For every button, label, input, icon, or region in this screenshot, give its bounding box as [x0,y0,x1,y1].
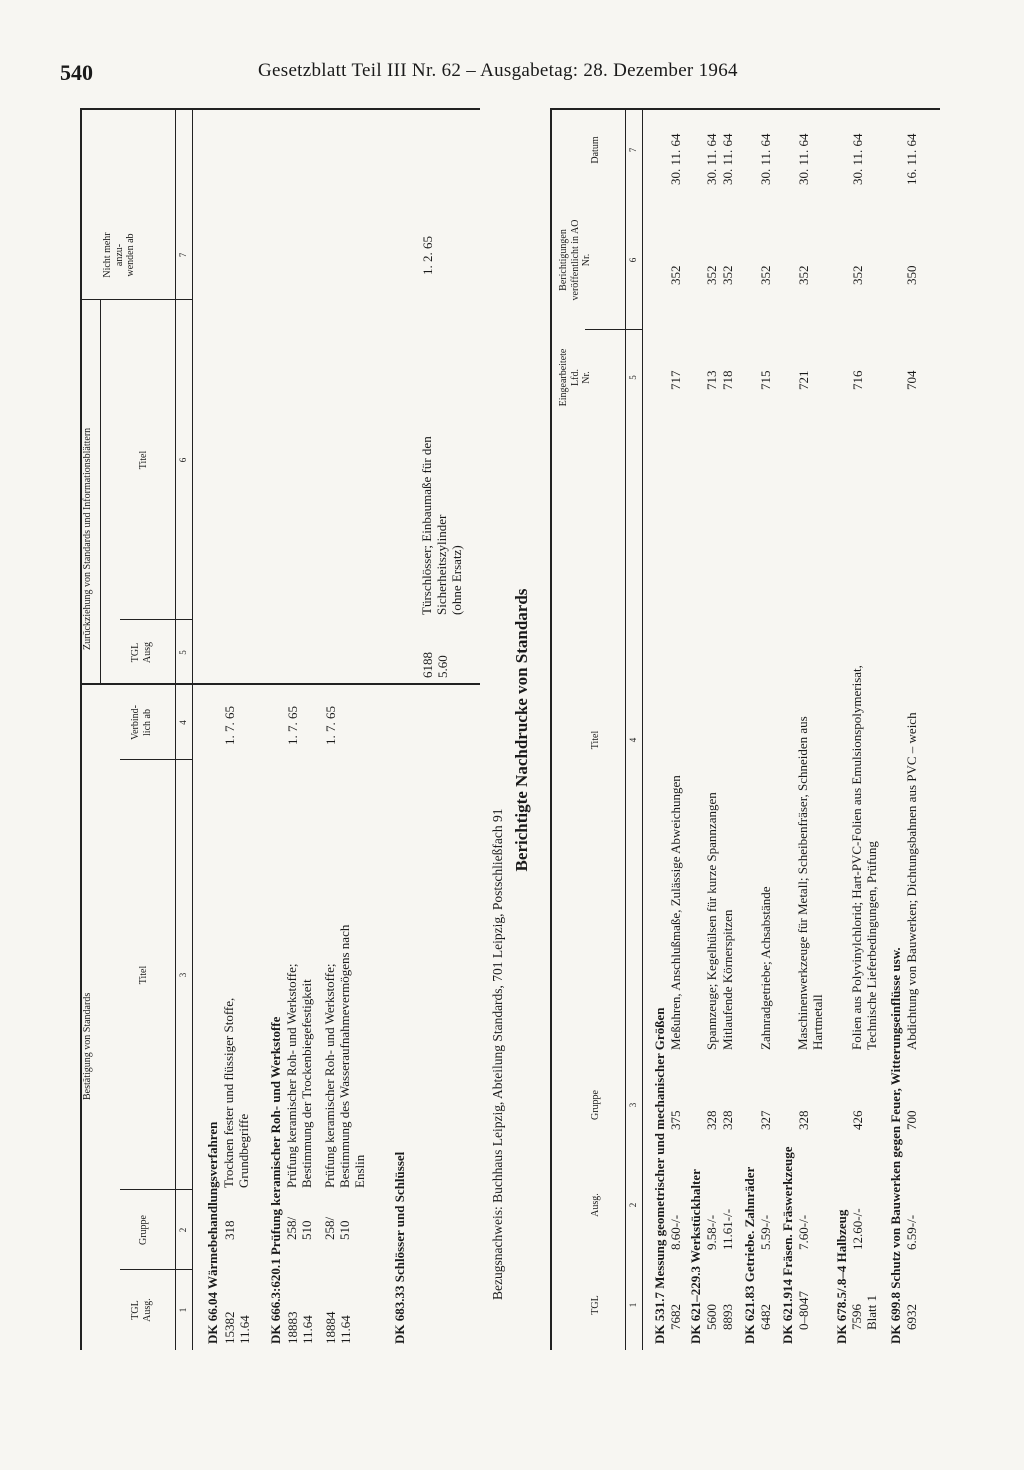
table-row-gruppe: 327 [758,1110,773,1130]
table-row-datum: 30. 11. 64 [720,133,735,185]
section-heading: DK 621.914 Fräsen. Fräswerkzeuge [780,1146,795,1344]
table-row-titel: Abdichtung von Bauwerken; Dichtungsbahnen aus PVC – weich [904,712,919,1050]
table-row-lfd: 704 [904,370,919,390]
table-row-ausg: 11.61-/- [720,1208,735,1250]
table-row-titel: Prüfung keramischer Roh- und Werkstoffe; Bestimmung der Trockenbiegefestigkeit [284,963,314,1188]
col-header-verbindlich: Verbind- lich ab [130,705,153,740]
withdrawal-tgl: 6188 [420,652,435,678]
table-row-gruppe: 258/ 510 [322,1216,352,1240]
page-number: 540 [60,60,93,85]
table-row-tgl: 6482 [758,1304,773,1330]
table-row-nr: 350 [904,265,919,285]
group-header-withdrawal: Zurückziehung von Standards und Informationsblättern [82,427,93,650]
col-header-gruppe: Gruppe [138,1215,149,1245]
table-row-nr: 352 [758,265,773,285]
table-row-titel: Mitlaufende Körnerspitzen [720,909,735,1050]
rotated-content [80,110,940,1350]
table-row-titel: Zahnradgetriebe; Achsabstände [758,886,773,1050]
section-title-corrected-reprints: Berichtigte Nachdrucke von Standards [512,588,531,872]
table-row-datum: 30. 11. 64 [796,133,811,185]
table-row-lfd: 721 [796,370,811,390]
table-row-gruppe: 328 [704,1110,719,1130]
col-number: 6 [178,457,188,463]
col-number: 6 [628,257,638,263]
table-row-ausg: 12.60-/- [850,1208,865,1250]
table-row-tgl: 0–8047 [796,1291,811,1330]
table-row-titel: Spannzeuge; Kegelhülsen für kurze Spannzangen [704,792,719,1050]
withdrawal-ausg: 5.60 [435,655,450,678]
col-number: 3 [178,972,188,978]
col-header-tgl: TGL Ausg. [130,1298,153,1322]
section-heading: DK 666.3:620.1 Prüfung keramischer Roh- und Werkstoffe [268,1016,283,1344]
table-row-tgl: 7682 [668,1304,683,1330]
table-row-nr: 352 [796,265,811,285]
col-number: 2 [178,1227,188,1233]
section-heading: DK 621–229.3 Werkstückhalter [688,1169,703,1344]
table-row-ausg: 5.59-/- [758,1214,773,1250]
table-row-nr: 352 [704,265,719,285]
standards-table-confirmation-withdrawal [80,110,480,1350]
col-number: 4 [178,720,188,725]
table-row-lfd: 713 [704,370,719,390]
table-row-ausg: 11.64 [300,1315,315,1344]
table-row-tgl: 8893 [720,1304,735,1330]
table-row-tgl: 5600 [704,1304,719,1330]
running-title: Gesetzblatt Teil III Nr. 62 – Ausgabetag: 28. Dezember 1964 [258,60,738,81]
table-row-datum: 30. 11. 64 [850,133,865,185]
table-row-lfd: 718 [720,370,735,390]
table-row-lfd: 715 [758,370,773,390]
col-number: 2 [628,1202,638,1208]
bezugsnachweis: Bezugsnachweis: Buchhaus Leipzig, Abteilung Standards, 701 Leipzig, Postschließfach 91 [490,808,505,1300]
table-row-datum: 30. 11. 64 [758,133,773,185]
col-header-tgl: TGL [590,1295,601,1315]
col-header-datum: Datum [590,136,601,164]
section-heading: DK 678.5/.8–4 Halbzeug [834,1209,849,1344]
table-row-gruppe: 375 [668,1110,683,1130]
table-row-nr: 352 [720,265,735,285]
table-row-gruppe: 328 [720,1110,735,1130]
section-heading: DK 66.04 Wärmebehandlungsverfahren [205,1121,220,1344]
col-number: 7 [628,147,638,153]
table-row-gruppe: 426 [850,1110,865,1130]
col-header-titel: Titel [590,730,601,750]
table-row-ausg: 7.60-/- [796,1214,811,1250]
col-header-titel-right: Titel [138,450,149,470]
table-row-datum: 30. 11. 64 [704,133,719,185]
col-number: 1 [178,1307,188,1313]
section-heading: DK 683.33 Schlösser und Schlüssel [392,1151,407,1344]
table-row-tgl: 18883 [285,1311,300,1344]
table-row-titel: Maschinenwerkzeuge für Metall; Scheibenfräser, Schneiden aus Hartmetall [795,716,825,1050]
section-heading: DK 699.8 Schutz von Bauwerken gegen Feuer, Witterungseinflüsse usw. [888,947,903,1344]
table-row-tgl: 7596 Blatt 1 [849,1294,879,1330]
col-number: 4 [628,737,638,743]
col-header-berichtigungen: Berichtigungen veröffentlicht in AO Nr. [558,219,592,301]
section-heading: DK 621.83 Getriebe. Zahnräder [742,1166,757,1344]
col-number: 5 [178,650,188,655]
table-row-tgl: 6932 [904,1304,919,1330]
table-row-datum: 30. 11. 64 [668,133,683,185]
table-row-ausg: 11.64 [237,1315,252,1344]
table-row-ausg: 8.60-/- [668,1214,683,1250]
group-header-confirmation: Bestätigung von Standards [82,992,93,1100]
table-row-lfd: 717 [668,370,683,390]
table-row-titel: Meßuhren, Anschlußmaße, Zulässige Abweichungen [668,775,683,1050]
col-number: 1 [628,1302,638,1308]
table-row-ausg: 6.59-/- [904,1214,919,1250]
col-number: 3 [628,1102,638,1108]
section-heading: DK 531.7 Messung geometrischer und mechanischer Größen [652,1007,667,1344]
corrected-reprints-table [550,110,950,1350]
table-row-titel: Prüfung keramischer Roh- und Werkstoffe; Bestimmung des Wasseraufnahmevermögens nach Enslin [322,924,367,1188]
table-row-tgl: 15382 [222,1311,237,1344]
table-row-gruppe: 700 [904,1110,919,1130]
col-number: 5 [628,375,638,380]
col-header-gruppe: Gruppe [590,1090,601,1120]
table-row-tgl: 18884 [323,1311,338,1344]
table-row-ausg: 9.58-/- [704,1214,719,1250]
table-row-nr: 352 [668,265,683,285]
col-header-lfd: Eingearbeitete Lfd. Nr. [558,348,592,407]
table-row-verbindlich: 1. 7. 65 [285,706,300,745]
table-row-nr: 352 [850,265,865,285]
col-number: 7 [178,252,188,258]
col-header-tgl-right: TGL Ausg [130,641,153,664]
withdrawal-nicht-mehr: 1. 2. 65 [420,236,435,275]
table-row-verbindlich: 1. 7. 65 [222,706,237,745]
col-header-ausg: Ausg. [590,1193,601,1217]
table-row-ausg: 11.64 [338,1315,353,1344]
col-header-nicht-mehr: Nicht mehr anzu- wenden ab [102,232,136,278]
table-row-gruppe: 258/ 510 [284,1216,314,1240]
table-row-datum: 16. 11. 64 [904,133,919,185]
table-row-verbindlich: 1. 7. 65 [323,706,338,745]
col-header-titel: Titel [138,965,149,985]
table-row-titel: Folien aus Polyvinylchlorid; Hart-PVC-Folien aus Emulsionspolymerisat, Technische Lieferbedingungen, Prüfung [849,665,879,1050]
table-row-gruppe: 318 [222,1220,237,1240]
withdrawal-titel: Türschlösser; Einbaumaße für den Sicherheitszylinder (ohne Ersatz) [419,436,464,615]
table-row-lfd: 716 [850,370,865,390]
table-row-titel: Trocknen fester und flüssiger Stoffe, Grundbegriffe [221,997,251,1188]
table-row-gruppe: 328 [796,1110,811,1130]
